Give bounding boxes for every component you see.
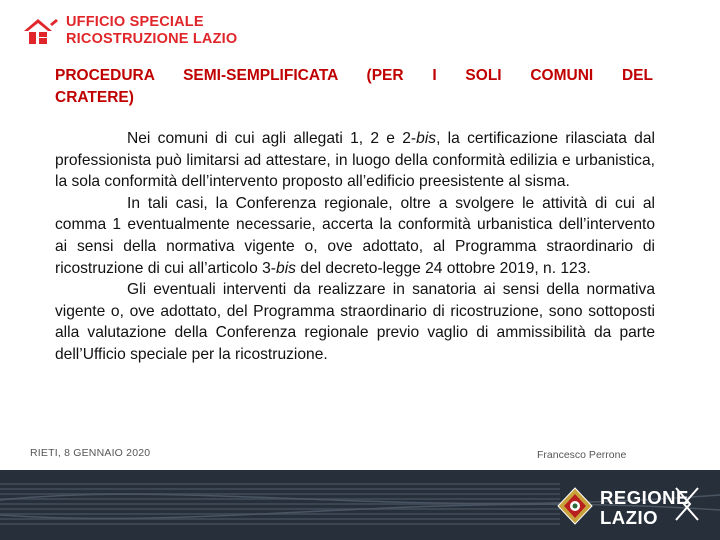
paragraph-2-rest: del decreto-legge 24 ottobre 2019, n. 123. bbox=[295, 259, 591, 277]
paragraph-2 bbox=[55, 193, 655, 279]
house-icon bbox=[22, 16, 62, 46]
slide-body bbox=[55, 128, 655, 366]
logo-line-1: UFFICIO SPECIALE bbox=[66, 14, 204, 30]
footer-place-date: RIETI, 8 GENNAIO 2020 bbox=[30, 447, 151, 459]
paragraph-3: Gli eventuali interventi da realizzare in sanatoria ai sensi della normativa vigente o, ove adottato, del Programma straordinario di ricostruzione, sono sottoposti alla valutazione della Conferenza regionale previo vaglio di ammissibilità da parte dell’Ufficio speciale per la ricostruzione. bbox=[55, 281, 655, 363]
paragraph-1-emphasis: bis bbox=[416, 130, 437, 147]
ufficio-speciale-logo bbox=[22, 14, 252, 50]
regione-lazio-emblem-icon bbox=[556, 486, 594, 526]
footer-author: Francesco Perrone bbox=[537, 449, 627, 461]
brand-line-2: LAZIO bbox=[600, 507, 658, 528]
paragraph-1-text: Nei comuni di cui agli allegati 1, 2 e 2- bbox=[127, 130, 417, 147]
brand-line-1: REGIONE bbox=[600, 487, 689, 508]
paragraph-2-text: In tali casi, la Conferenza regionale, oltre a svolgere le attività di cui al comma 1 eventualmente necessarie, accerta la conformità urbanistica dell’intervento ai sensi della normativa vigente o, ove adottato, al Programma straordinario di ricostruzione di cui all’articolo 3- bbox=[55, 194, 655, 277]
paragraph-2-emphasis: bis bbox=[276, 259, 296, 277]
paragraph-1 bbox=[55, 128, 655, 193]
paragraph-1-rest: , la certificazione rilasciata dal professionista può limitarsi ad attestare, in luogo della conformità edilizia e urbanistica, la sola conformità dell’intervento proposto all’edificio preesistente al sisma. bbox=[55, 130, 655, 191]
slide-title-line-2: CRATERE) bbox=[55, 89, 134, 106]
logo-line-2: RICOSTRUZIONE LAZIO bbox=[66, 31, 238, 47]
slide-title-line-1: PROCEDURA SEMI-SEMPLIFICATA (PER I SOLI COMUNI DEL bbox=[55, 67, 653, 84]
regione-lazio-wordmark bbox=[600, 488, 689, 528]
